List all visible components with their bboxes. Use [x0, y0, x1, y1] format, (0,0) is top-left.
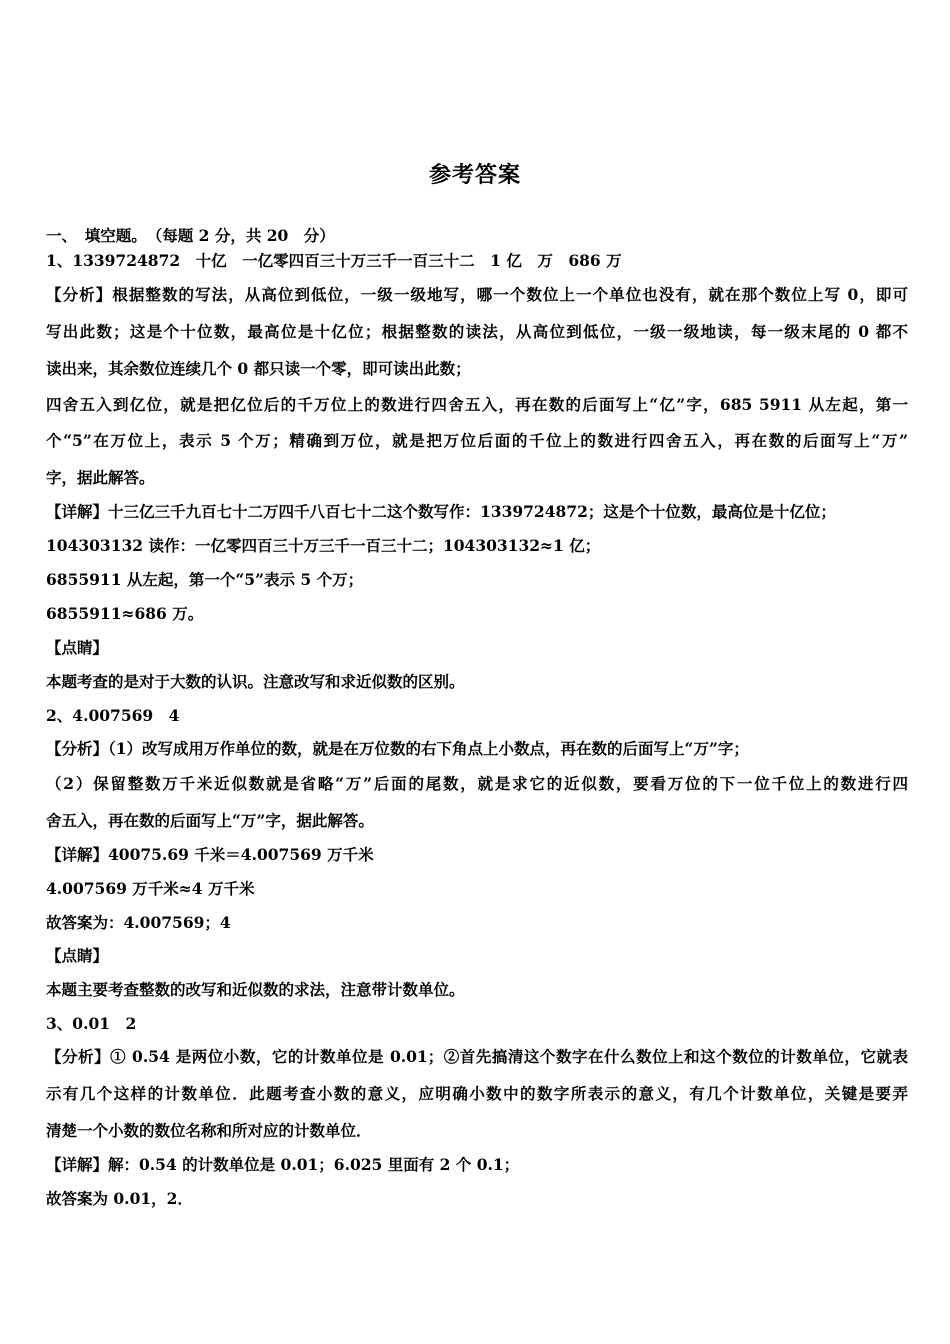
comment-2-text: 本题主要考查整数的改写和近似数的求法，注意带计数单位。	[46, 980, 465, 999]
detail-1-line-4: 6855911≈686 万。	[46, 604, 204, 623]
analysis-1-line-6: 字，据此解答。	[46, 468, 155, 487]
analysis-2-line-2: （2）保留整数万千米近似数就是省略“万”后面的尾数，就是求它的近似数，要看万位的下一位千位上的数进行四	[46, 774, 908, 793]
analysis-3-line-2: 示有几个这样的计数单位．此题考查小数的意义，应明确小数中的数字所表示的意义，有几个计数单位，关键是要弄	[46, 1084, 908, 1103]
comment-1-label: 【点睛】	[46, 638, 109, 657]
answer-1: 1、1339724872 十亿 一亿零四百三十万三千一百三十二 1 亿 万 686 万	[46, 251, 622, 270]
section-heading: 一、 填空题。 （每题 2 分，共 20 分）	[46, 226, 335, 245]
detail-2-line-1: 【详解】40075.69 千米＝4.007569 万千米	[46, 845, 374, 864]
analysis-2-line-3: 舍五入，再在数的后面写上“万”字，据此解答。	[46, 811, 374, 830]
detail-3-line-2: 故答案为 0.01，2．	[46, 1189, 193, 1208]
comment-1-text: 本题考查的是对于大数的认识。注意改写和求近似数的区别。	[46, 672, 465, 691]
analysis-1-line-5: 个“5”在万位上，表示 5 个万；精确到万位，就是把万位后面的千位上的数进行四舍五入，再在数的后面写上“万”	[46, 431, 908, 450]
analysis-1-line-1: 【分析】根据整数的写法，从高位到低位，一级一级地写，哪一个数位上一个单位也没有，就在那个数位上写 0，即可	[46, 285, 908, 304]
analysis-1-line-3: 读出来，其余数位连续几个 0 都只读一个零，即可读出此数；	[46, 359, 471, 378]
analysis-2-line-1: 【分析】（1）改写成用万作单位的数，就是在万位数的右下角点上小数点，再在数的后面写上“万”字；	[46, 739, 749, 758]
analysis-1-line-4: 四舍五入到亿位，就是把亿位后的千万位上的数进行四舍五入，再在数的后面写上“亿”字，685 5911 从左起，第一	[46, 395, 908, 414]
answer-2: 2、4.007569 4	[46, 706, 180, 725]
analysis-3-line-1: 【分析】① 0.54 是两位小数，它的计数单位是 0.01；②首先搞清这个数字在什么数位上和这个数位的计数单位，它就表	[46, 1047, 908, 1066]
detail-1-line-1: 【详解】十三亿三千九百七十二万四千八百七十二这个数写作：1339724872；这是个十位数，最高位是十亿位；	[46, 502, 836, 521]
detail-2-line-3: 故答案为：4.007569；4	[46, 913, 231, 932]
page-title: 参考答案	[428, 162, 521, 188]
analysis-1-line-2: 写出此数；这是个十位数，最高位是十亿位；根据整数的读法，从高位到低位，一级一级地读，每一级末尾的 0 都不	[46, 322, 908, 341]
answer-3: 3、0.01 2	[46, 1014, 137, 1033]
detail-1-line-3: 6855911 从左起，第一个“5”表示 5 个万；	[46, 570, 364, 589]
detail-2-line-2: 4.007569 万千米≈4 万千米	[46, 879, 255, 898]
analysis-3-line-3: 清楚一个小数的数位名称和所对应的计数单位．	[46, 1121, 372, 1140]
detail-3-line-1: 【详解】解：0.54 的计数单位是 0.01；6.025 里面有 2 个 0.1；	[46, 1155, 520, 1174]
comment-2-label: 【点睛】	[46, 946, 109, 965]
detail-1-line-2: 104303132 读作：一亿零四百三十万三千一百三十二；104303132≈1 亿；	[46, 536, 601, 555]
